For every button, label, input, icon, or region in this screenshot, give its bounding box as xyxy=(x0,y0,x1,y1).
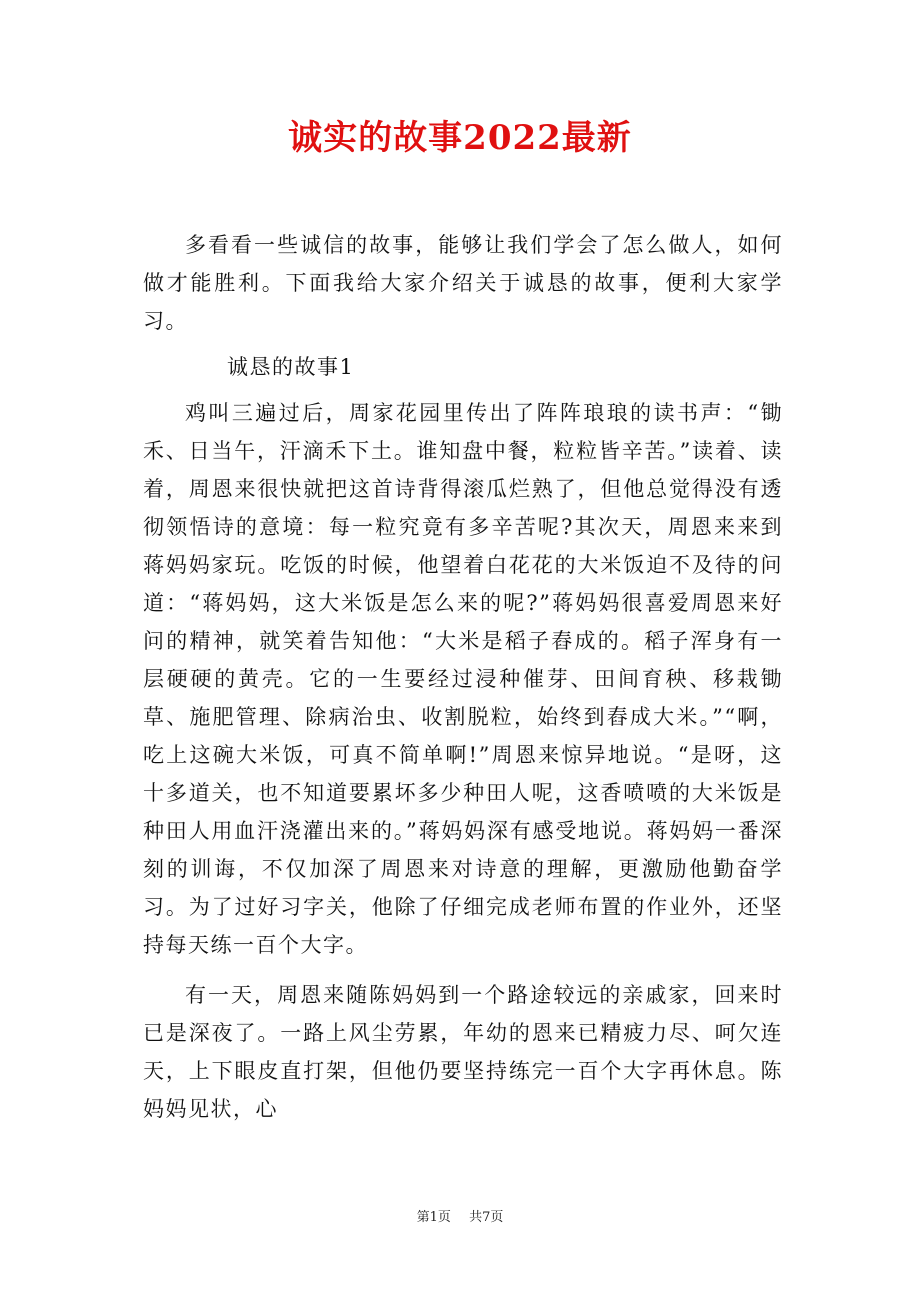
page-number: 第1页 xyxy=(416,1210,451,1225)
page-total: 共7页 xyxy=(469,1210,504,1225)
page-footer xyxy=(0,1206,920,1225)
body-paragraph: 鸡叫三遍过后，周家花园里传出了阵阵琅琅的读书声：“锄禾、日当午，汗滴禾下土。谁知盘中餐，粒粒皆辛苦。”读着、读着，周恩来很快就把这首诗背得滚瓜烂熟了，但他总觉得没有透彻领悟诗的意境：每一粒究竟有多辛苦呢?其次天，周恩来来到蒋妈妈家玩。吃饭的时候，他望着白花花的大米饭迫不及待的问道：“蒋妈妈，这大米饭是怎么来的呢?”蒋妈妈很喜爱周恩来好问的精神，就笑着告知他：“大米是稻子舂成的。稻子浑身有一层硬硬的黄壳。它的一生要经过浸种催芽、田间育秧、移栽锄草、施肥管理、除病治虫、收割脱粒，始终到舂成大米。”“啊，吃上这碗大米饭，可真不简单啊!”周恩来惊异地说。“是呀，这十多道关，也不知道要累坏多少种田人呢，这香喷喷的大米饭是种田人用血汗浇灌出来的。”蒋妈妈深有感受地说。蒋妈妈一番深刻的训诲，不仅加深了周恩来对诗意的理解，更激励他勤奋学习。为了过好习字关，他除了仔细完成老师布置的作业外，还坚持每天练一百个大字。 xyxy=(143,401,783,957)
body-paragraph: 有一天，周恩来随陈妈妈到一个路途较远的亲戚家，回来时已是深夜了。一路上风尘劳累，年幼的恩来已精疲力尽、呵欠连天，上下眼皮直打架，但他仍要坚持练完一百个大字再休息。陈妈妈见状，心 xyxy=(143,983,783,1121)
section-heading: 诚恳的故事1 xyxy=(227,355,355,379)
document-body xyxy=(143,226,783,1128)
intro-paragraph: 多看看一些诚信的故事，能够让我们学会了怎么做人，如何做才能胜利。下面我给大家介绍关于诚恳的故事，便利大家学习。 xyxy=(143,233,783,333)
document-title: 诚实的故事2022最新 xyxy=(288,118,632,158)
